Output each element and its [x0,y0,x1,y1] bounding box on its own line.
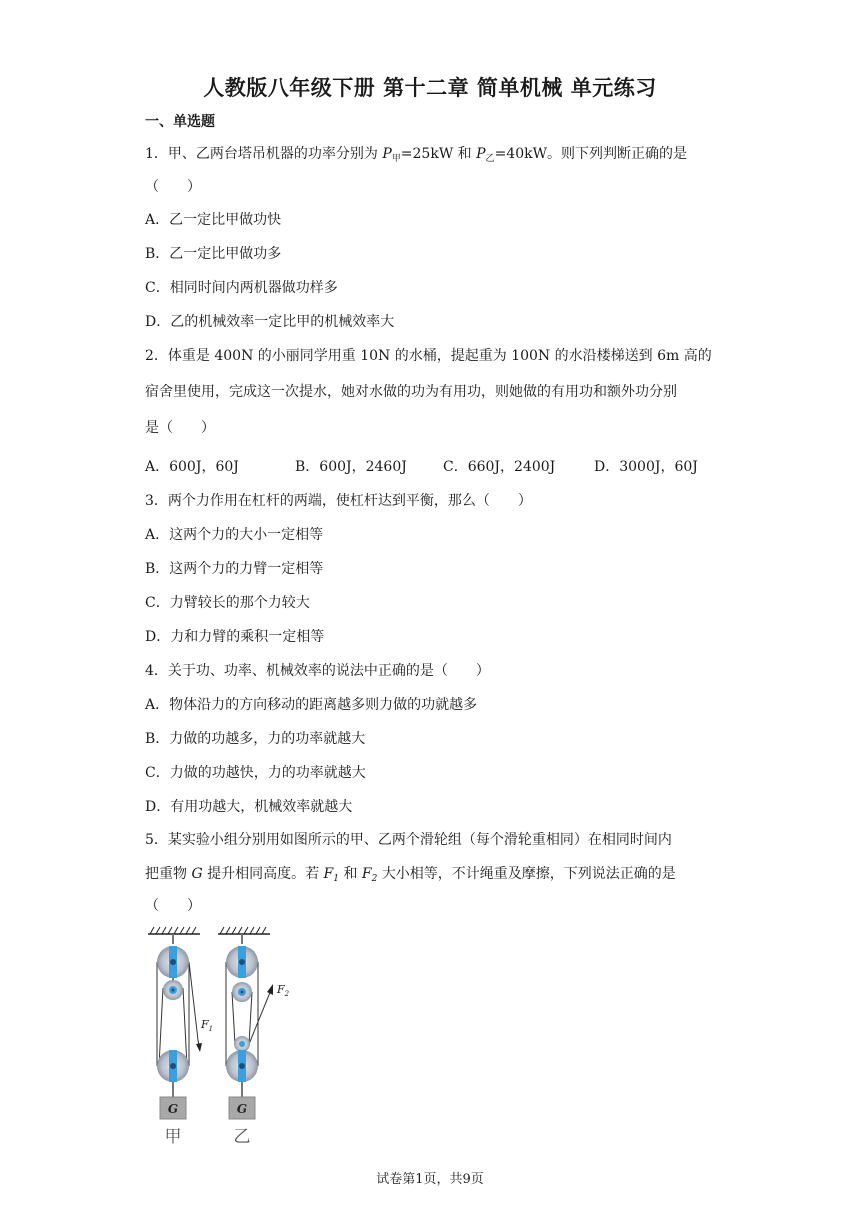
q4-option-a: A．物体沿力的方向移动的距离越多则力做的功就越多 [145,697,478,713]
q2-stem-line1: 2．体重是 400N 的小丽同学用重 10N 的水桶，提起重为 100N 的水沿楼梯送到 6m 高的 [145,348,712,364]
q3-option-b: B．这两个力的力臂一定相等 [145,561,324,577]
q2-stem-line2: 宿舍里使用，完成这一次提水，她对水做的功为有用功，则她做的有用功和额外功分别 [145,384,677,400]
block-g-yi-label: G [236,1102,248,1116]
q5-paren: （ ） [145,898,201,914]
force-f2-label: $F_2$ [277,983,290,998]
q2-stem-line3: 是（ ） [145,420,215,436]
q3-option-a: A．这两个力的大小一定相等 [145,527,324,543]
page-footer: 试卷第1页，共9页 [376,1172,484,1187]
q1-paren: （ ） [145,179,201,195]
q3-stem: 3．两个力作用在杠杆的两端，使杠杆达到平衡，那么（ ） [145,493,532,509]
label-jia: 甲 [164,1127,182,1147]
q1-option-c: C．相同时间内两机器做功样多 [145,280,338,296]
q4-option-b: B．力做的功越多，力的功率就越大 [145,731,366,747]
q3-option-c: C．力臂较长的那个力较大 [145,595,310,611]
q1-option-a: A．乙一定比甲做功快 [145,212,282,228]
q1-stem: 1．甲、乙两台塔吊机器的功率分别为 $P_甲=25kW$ 和 $P_乙=40kW$。则下列判断正确的是 [145,146,687,164]
q2-option-c: C．660J，2400J [443,459,556,475]
q2-options [145,456,725,478]
q1-option-b: B．乙一定比甲做功多 [145,246,282,262]
q4-option-d: D．有用功越大，机械效率就越大 [145,799,353,815]
q3-option-d: D．力和力臂的乘积一定相等 [145,629,325,645]
label-yi: 乙 [233,1127,251,1147]
q1-option-d: D．乙的机械效率一定比甲的机械效率大 [145,314,395,330]
pulley-system-jia [157,934,202,1119]
block-g-jia-label: G [167,1102,179,1116]
q4-stem: 4．关于功、功率、机械效率的说法中正确的是（ ） [145,663,490,679]
q2-option-a: A．600J，60J [145,459,239,475]
pulley-figure [140,920,310,1150]
q4-option-c: C．力做的功越快，力的功率就越大 [145,765,366,781]
q2-option-d: D．3000J，60J [594,459,698,475]
ceiling-yi [218,927,270,934]
force-f1-label: $F_1$ [201,1018,214,1033]
q5-stem-line2: 把重物 G 提升相同高度。若 $F_1$ 和 $F_2$ 大小相等，不计绳重及摩擦，下列说法正确的是 [145,866,676,884]
ceiling-jia [148,927,200,934]
page-title: 人教版八年级下册 第十二章 简单机械 单元练习 [203,76,657,100]
section-heading: 一、单选题 [145,114,215,130]
q5-stem-line1: 5．某实验小组分别用如图所示的甲、乙两个滑轮组（每个滑轮重相同）在相同时间内 [145,832,672,848]
pulley-system-yi [226,934,273,1119]
q2-option-b: B．600J，2460J [295,459,407,475]
